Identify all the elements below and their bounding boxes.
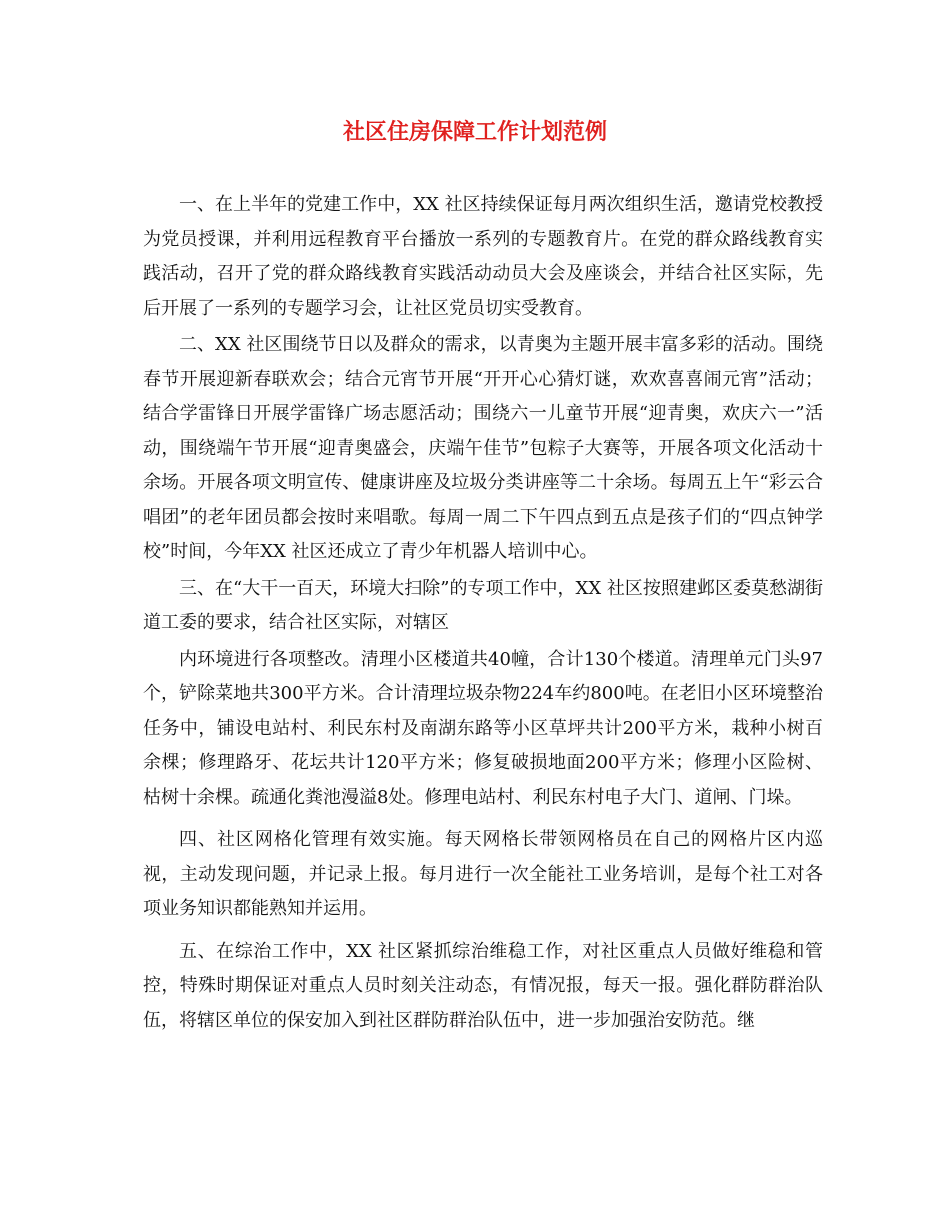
document-title: 社区住房保障工作计划范例 bbox=[342, 120, 607, 145]
document-body bbox=[143, 188, 823, 1040]
paragraph-party-building: 一、在上半年的党建工作中，XX 社区持续保证每月两次组织生活，邀请党校教授为党员授课，并利用远程教育平台播放一系列的专题教育片。在党的群众路线教育实践活动，召开了党的群众路线教育实践活动动员大会及座谈会，并结合社区实际，先后开展了一系列的专题学习会，让社区党员切实受教育。 bbox=[143, 194, 823, 319]
paragraph-festival-activities: 二、XX 社区围绕节日以及群众的需求，以青奥为主题开展丰富多彩的活动。围绕春节开展迎新春联欢会；结合元宵节开展“开开心心猜灯谜，欢欢喜喜闹元宵”活动；结合学雷锋日开展学雷锋广场志愿活动；围绕六一儿童节开展“迎青奥，欢庆六一”活动，围绕端午节开展“迎青奥盛会，庆端午佳节”包粽子大赛等，开展各项文化活动十余场。开展各项文明宣传、健康讲座及垃圾分类讲座等二十余场。每周五上午“彩云合唱团”的老年团员都会按时来唱歌。每周一周二下午四点到五点是孩子们的“四点钟学校”时间，今年XX 社区还成立了青少年机器人培训中心。 bbox=[143, 334, 823, 562]
paragraph-grid-management: 四、社区网格化管理有效实施。每天网格长带领网格员在自己的网格片区内巡视，主动发现问题，并记录上报。每月进行一次全能社工业务培训，是每个社工对各项业务知识都能熟知并运用。 bbox=[143, 829, 823, 919]
paragraph-public-security: 五、在综治工作中，XX 社区紧抓综治维稳工作，对社区重点人员做好维稳和管控，特殊时期保证对重点人员时刻关注动态，有情况报，每天一报。强化群防群治队伍，将辖区单位的保安加入到社区群防群治队伍中，进一步加强治安防范。继 bbox=[143, 940, 823, 1031]
paragraph-cleanup-campaign: 三、在“大干一百天，环境大扫除”的专项工作中，XX 社区按照建邺区委莫愁湖街道工委的要求，结合社区实际，对辖区 bbox=[143, 577, 823, 633]
paragraph-environment-rectification: 内环境进行各项整改。清理小区楼道共40幢，合计130个楼道。清理单元门头97个，铲除菜地共300平方米。合计清理垃圾杂物224车约800吨。在老旧小区环境整治任务中，铺设电站村、利民东村及南湖东路等小区草坪共计200平方米，栽种小树百余棵；修理路牙、花坛共计120平方米；修复破损地面200平方米；修理小区险树、枯树十余棵。疏通化粪池漫溢8处。修理电站村、利民东村电子大门、道闸、门垛。 bbox=[143, 648, 823, 808]
